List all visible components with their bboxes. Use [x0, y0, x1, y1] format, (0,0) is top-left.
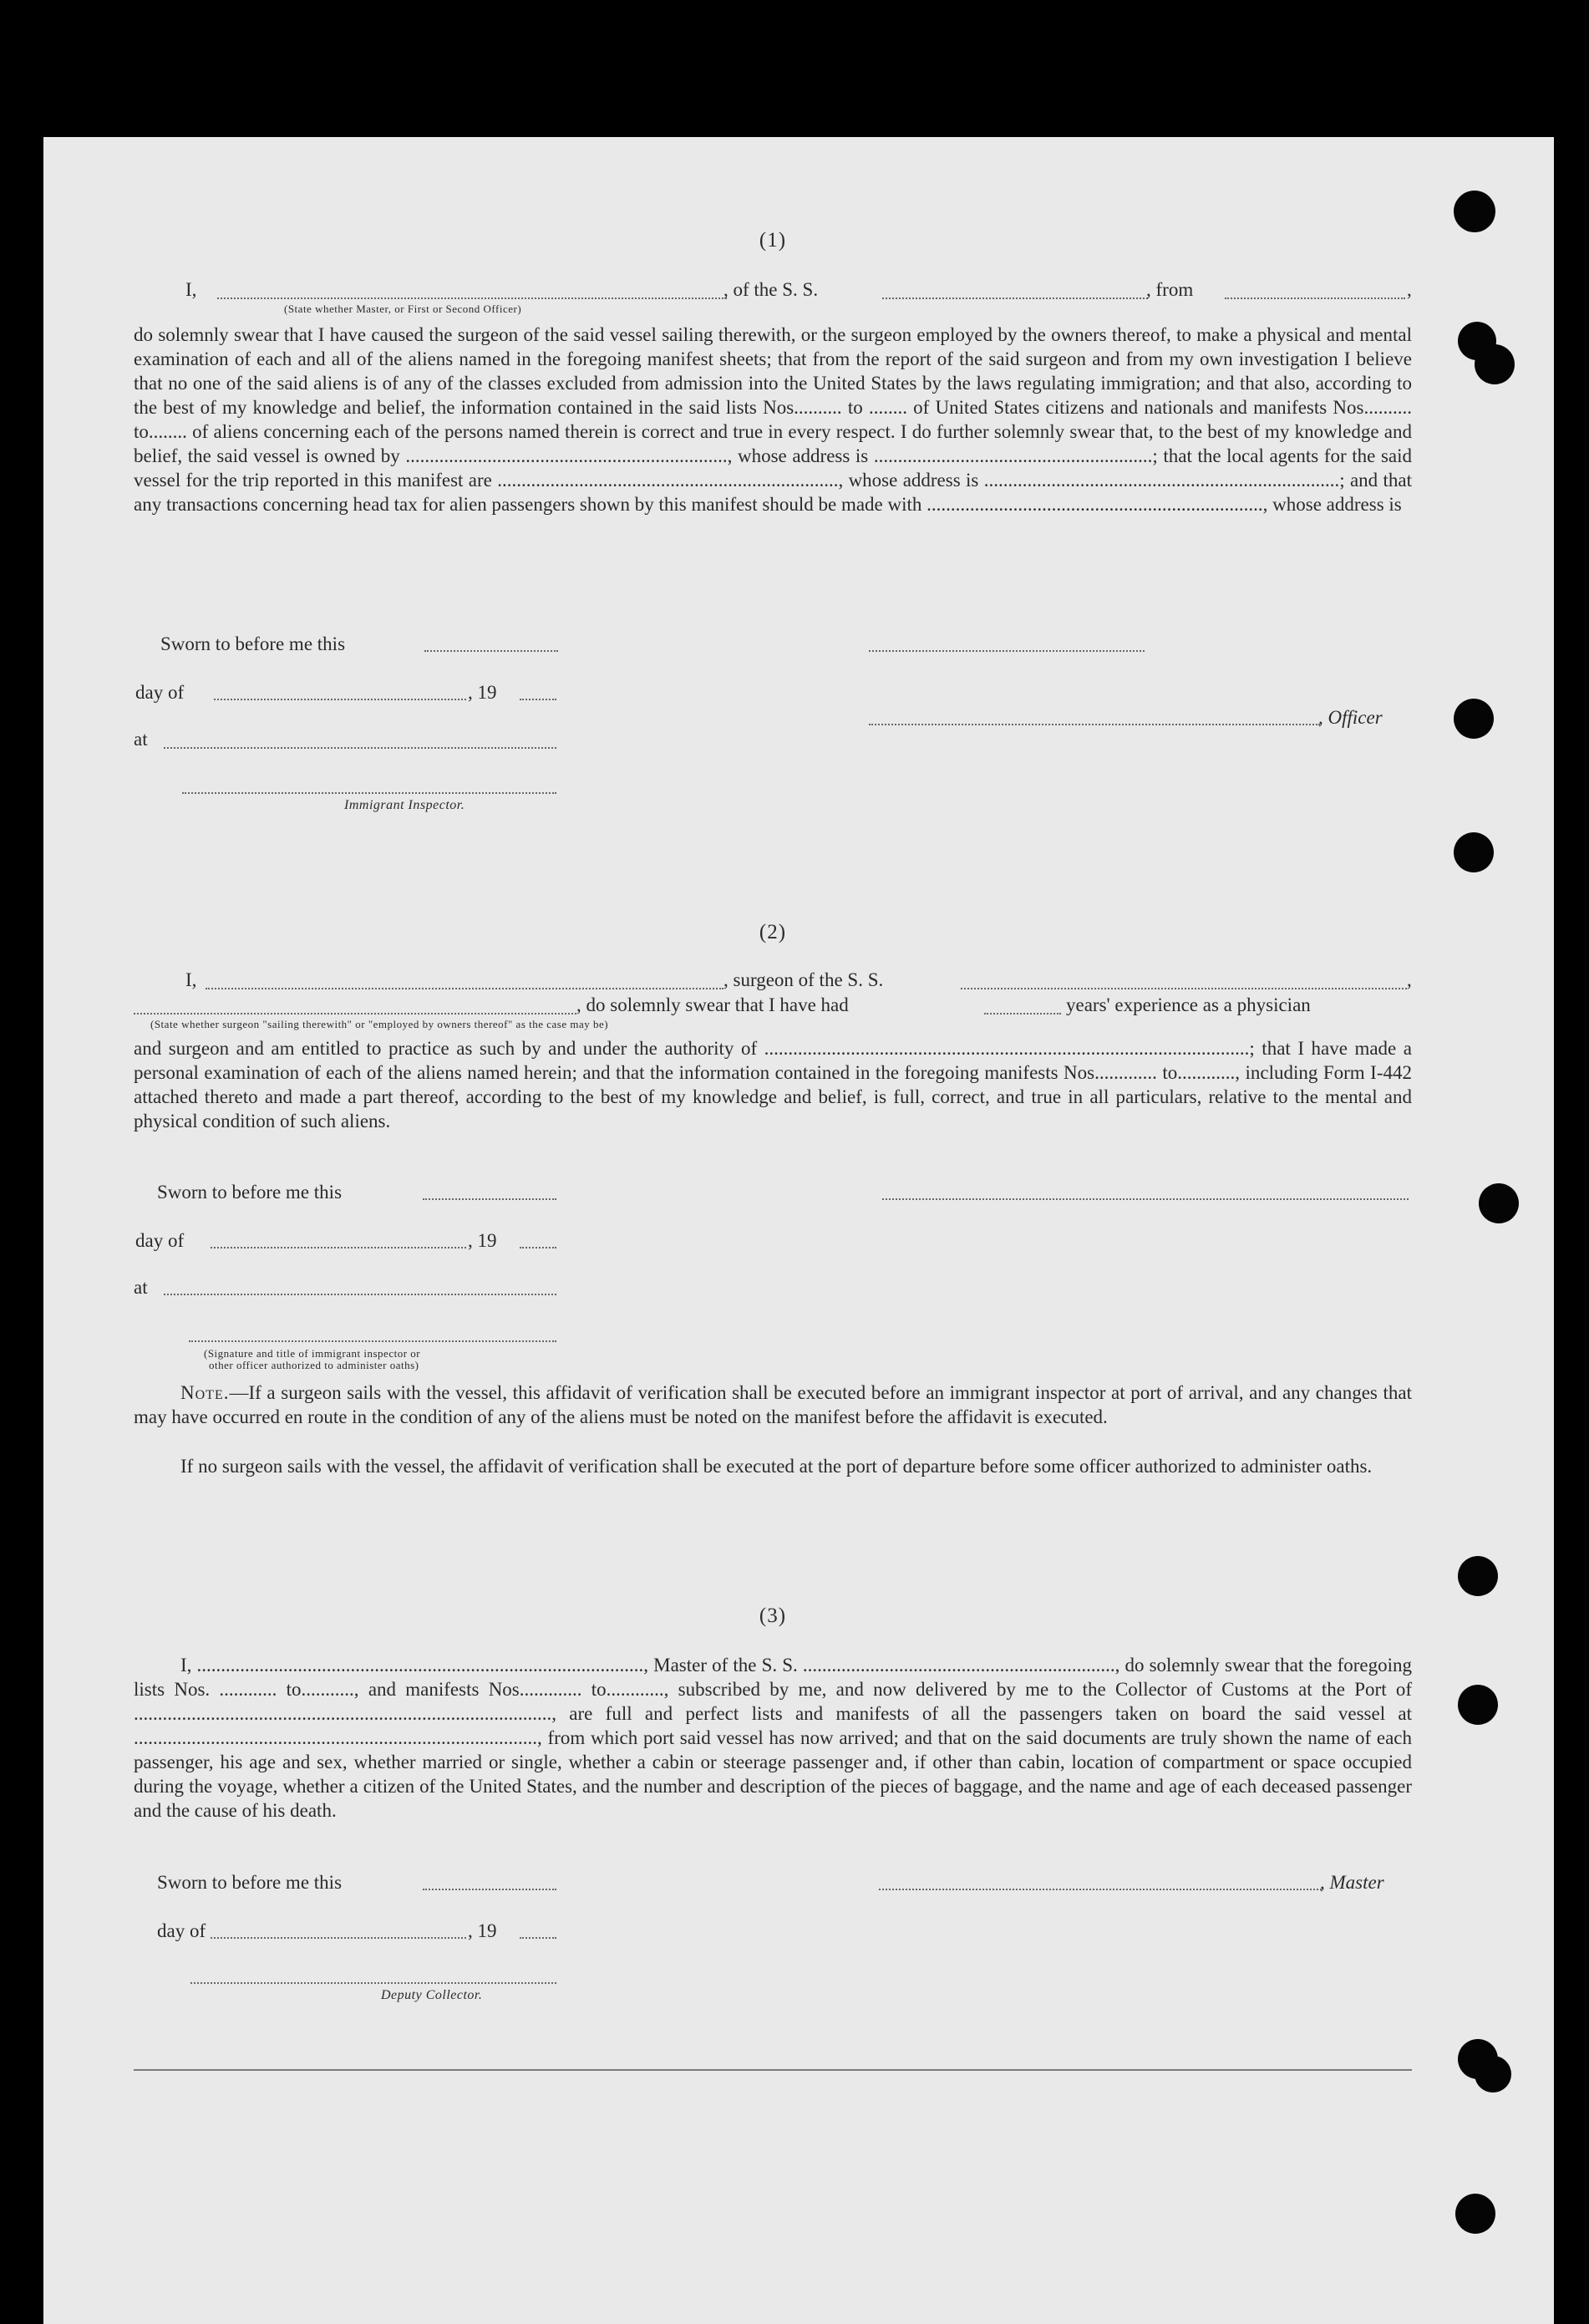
- punch-hole: [1454, 832, 1494, 872]
- punch-hole: [1454, 191, 1495, 232]
- punch-hole: [1475, 344, 1515, 384]
- note-text: If no surgeon sails with the vessel, the affidavit of verification shall be executed at the port of departure before some officer authorized to administer oaths.: [180, 1456, 1373, 1477]
- affidavit-body: do solemnly swear that I have caused the surgeon of the said vessel sailing therewith, or the surgeon employed by the owners thereof, to make a physical and mental examination of each and all of the aliens named in the foregoing manifest sheets; that from the report of the said surgeon and from my own investigation I believe that no one of the said aliens is of any of the classes excluded from admission into the United States by the laws regulating immigration; and that also, according to the best of my knowledge and belief, the information contained in the said lists Nos.......... to ........ of United States citizens and nationals and manifests Nos.......... to........ of aliens concerning each of the persons named therein is correct and true in every respect. I do further solemnly swear that, to the best of my knowledge and belief, the said vessel is owned by ..................................................................., whose address is ..........................................................; that the local agents for the said vessel for the trip reported in this manifest are ......................................................................., whose address is ..........................................................................; and that any transactions concerning head tax for alien passengers shown by this manifest should be made with ......................................................................, whose address is: [134, 324, 1412, 515]
- punch-hole: [1475, 2056, 1511, 2093]
- note-text: —If a surgeon sails with the vessel, this affidavit of verification shall be executed before an immigrant inspector at port of arrival, and any changes that may have occurred en route in the condition of any of the aliens must be noted on the manifest before the affidavit is executed.: [134, 1382, 1412, 1427]
- collector-caption: Deputy Collector.: [381, 1988, 483, 2002]
- vessel-name-field[interactable]: [961, 988, 1407, 989]
- sworn-date-field[interactable]: [423, 1198, 556, 1200]
- inspector-caption: Immigrant Inspector.: [344, 798, 465, 812]
- bottom-rule: [134, 2069, 1412, 2071]
- surgeon-signature-field[interactable]: [882, 1198, 1409, 1200]
- officer-label: , Officer: [1318, 707, 1383, 728]
- sworn-date-field[interactable]: [424, 650, 558, 652]
- line-end: ,: [1407, 969, 1412, 990]
- day-of-label: day of: [135, 1230, 185, 1251]
- day-of-label: day of: [135, 682, 185, 703]
- sworn-date-field[interactable]: [423, 1889, 556, 1890]
- section-number: (1): [759, 229, 787, 252]
- inspector-caption: other officer authorized to administer oaths): [209, 1359, 419, 1371]
- vessel-name-field[interactable]: [882, 297, 1148, 299]
- day-of-label: day of: [157, 1920, 206, 1941]
- master-signature-field[interactable]: [879, 1889, 1322, 1890]
- master-label: , Master: [1320, 1872, 1384, 1893]
- oath-start: I,: [185, 279, 197, 300]
- day-month-field[interactable]: [214, 699, 466, 700]
- section-number: (2): [759, 921, 787, 943]
- year-label: , 19: [468, 1920, 497, 1941]
- place-field[interactable]: [164, 747, 556, 749]
- affidavit-body: I, ............................................................................................., Master of the S. S. ................................................................., do solemnly swear that the foregoing lists Nos. ............ to..........., and manifests Nos............. to............, subscribed by me, and now delivered by me to the Collector of Customs at the Port of ......................................................................................., are full and perfect lists and manifests of all the passengers taken on board the said vessel at ...................................................................................., from which port said vessel has now arrived; and that on the said documents are truly shown the name of each passenger, his age and sex, whether married or single, whether a cabin or steerage passenger and, if other than cabin, location of compartment or space occupied during the voyage, whether a citizen of the United States, and the number and description of the pieces of baggage, and the name and age of each deceased passenger and the cause of his death.: [134, 1655, 1412, 1821]
- vessel-label: , of the S. S.: [723, 279, 819, 300]
- inspector-signature-field[interactable]: [189, 1340, 556, 1342]
- day-month-field[interactable]: [211, 1247, 466, 1248]
- sworn-label: Sworn to before me this: [157, 1182, 343, 1203]
- affidavit-body: and surgeon and am entitled to practice as such by and under the authority of .....................................................................................................; that I have made a personal examination of each of the aliens named herein; and that the information contained in the foregoing manifests Nos............. to............, including Form I-442 attached thereto and made a part thereof, according to the best of my knowledge and belief, is full, correct, and true in all particulars, relative to the mental and physical condition of such aliens.: [134, 1038, 1412, 1131]
- officer-rank-caption: (State whether Master, or First or Second Officer): [284, 303, 522, 315]
- year-field[interactable]: [520, 1247, 556, 1248]
- at-label: at: [134, 1277, 148, 1298]
- inspector-caption: (Signature and title of immigrant inspector or: [204, 1347, 421, 1360]
- punch-hole: [1458, 1556, 1498, 1596]
- line-end: ,: [1407, 279, 1412, 300]
- swear-label: , do solemnly swear that I have had: [576, 994, 849, 1015]
- place-field[interactable]: [164, 1294, 556, 1295]
- from-port-field[interactable]: [1225, 297, 1405, 299]
- officer-signature-field[interactable]: [869, 650, 1145, 652]
- surgeon-status-caption: (State whether surgeon "sailing therewith" or "employed by owners thereof" as the case may be): [150, 1018, 609, 1030]
- from-label: , from: [1146, 279, 1194, 300]
- at-label: at: [134, 729, 148, 750]
- punch-hole: [1455, 2194, 1495, 2234]
- collector-signature-field[interactable]: [190, 1982, 556, 1984]
- year-label: , 19: [468, 1230, 497, 1251]
- section-number: (3): [759, 1604, 787, 1627]
- inspector-signature-field[interactable]: [182, 792, 556, 794]
- sworn-label: Sworn to before me this: [160, 633, 346, 654]
- note-paragraph: [134, 1454, 1412, 1478]
- year-field[interactable]: [520, 699, 556, 700]
- oath-start: I,: [185, 969, 197, 990]
- sworn-label: Sworn to before me this: [157, 1872, 343, 1893]
- punch-hole: [1454, 699, 1494, 739]
- years-label: years' experience as a physician: [1066, 994, 1311, 1015]
- punch-hole: [1458, 1685, 1498, 1725]
- surgeon-status-field[interactable]: [134, 1013, 576, 1015]
- surgeon-name-field[interactable]: [206, 988, 723, 989]
- year-field[interactable]: [520, 1937, 556, 1939]
- officer-title-field[interactable]: [869, 724, 1320, 725]
- punch-hole: [1479, 1183, 1519, 1223]
- note-label: Note.: [180, 1382, 230, 1403]
- year-label: , 19: [468, 682, 497, 703]
- note-paragraph: [134, 1381, 1412, 1429]
- years-experience-field[interactable]: [984, 1013, 1061, 1015]
- day-month-field[interactable]: [211, 1937, 466, 1939]
- officer-name-field[interactable]: [217, 297, 727, 299]
- surgeon-label: , surgeon of the S. S.: [723, 969, 884, 990]
